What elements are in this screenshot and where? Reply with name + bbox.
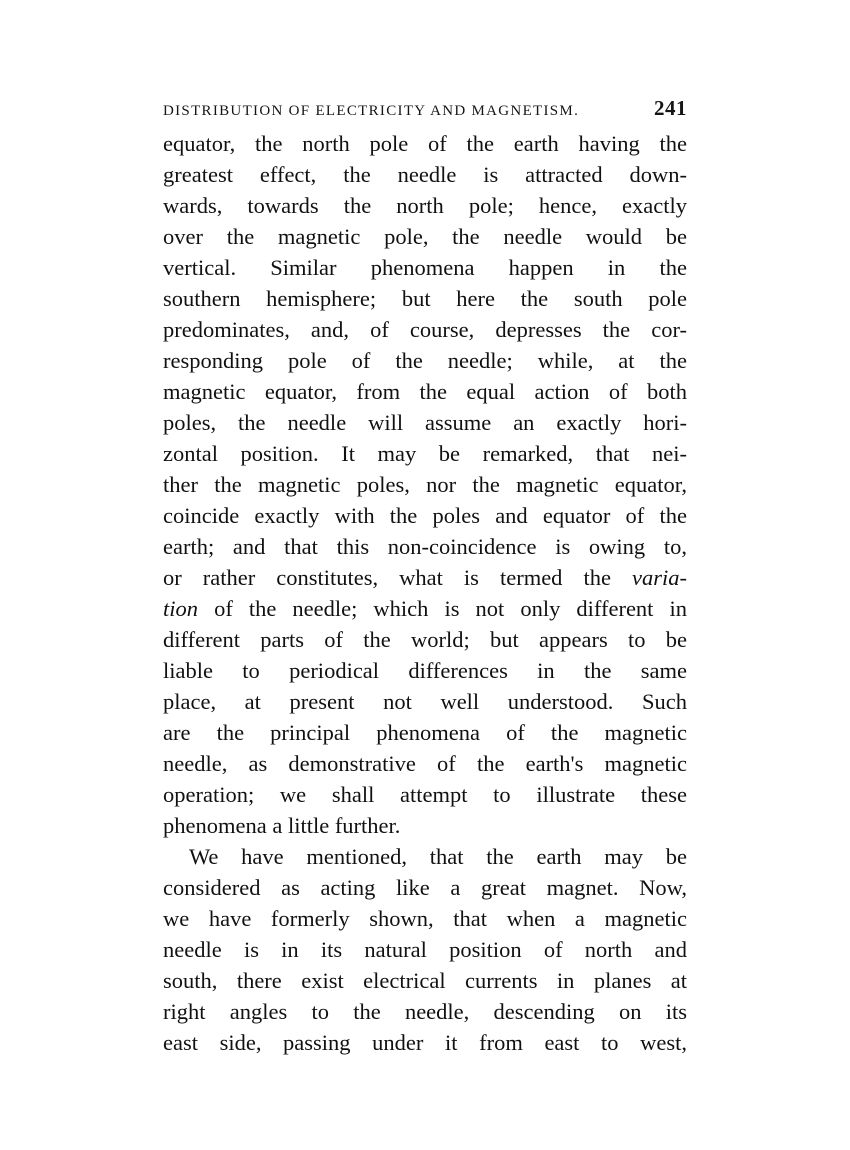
text-segment: or rather constitutes, what is termed the [163, 565, 611, 590]
text-line: wards, towards the north pole; hence, exactly [163, 193, 687, 218]
text-line: place, at present not well understood. Such [163, 689, 687, 714]
text-line: we have formerly shown, that when a magnetic [163, 906, 687, 931]
text-line: predominates, and, of course, depresses the cor- [163, 317, 687, 342]
text-line: south, there exist electrical currents in planes at [163, 968, 687, 993]
text-line: poles, the needle will assume an exactly hori- [163, 410, 687, 435]
body-text [163, 128, 687, 1058]
running-head-title: DISTRIBUTION OF ELECTRICITY AND MAGNETISM. [163, 103, 580, 119]
text-line: ther the magnetic poles, nor the magnetic equator, [163, 472, 687, 497]
text-line: considered as acting like a great magnet. Now, [163, 875, 687, 900]
text-line: responding pole of the needle; while, at the [163, 348, 687, 373]
text-segment: of the needle; which is not only different in [198, 596, 687, 621]
text-line: different parts of the world; but appears to be [163, 627, 687, 652]
page-number: 241 [654, 96, 687, 120]
text-line-with-italic [163, 593, 687, 624]
text-line: greatest effect, the needle is attracted down- [163, 162, 687, 187]
text-line: liable to periodical differences in the same [163, 658, 687, 683]
running-head [163, 96, 687, 118]
text-line: earth; and that this non-coincidence is owing to, [163, 534, 687, 559]
text-line: operation; we shall attempt to illustrate these [163, 782, 687, 807]
text-line: vertical. Similar phenomena happen in the [163, 255, 687, 280]
paragraph-end-line: phenomena a little further. [163, 813, 401, 838]
text-line: equator, the north pole of the earth having the [163, 131, 687, 156]
text-line: right angles to the needle, descending on its [163, 999, 687, 1024]
text-line: over the magnetic pole, the needle would be [163, 224, 687, 249]
text-line: are the principal phenomena of the magnetic [163, 720, 687, 745]
text-line: east side, passing under it from east to west, [163, 1030, 687, 1055]
text-line: zontal position. It may be remarked, that nei- [163, 441, 687, 466]
italic-term: varia- [632, 565, 687, 590]
text-line-with-italic [163, 562, 687, 593]
text-line: southern hemisphere; but here the south pole [163, 286, 687, 311]
italic-term: tion [163, 596, 199, 621]
text-line: magnetic equator, from the equal action of both [163, 379, 687, 404]
text-line: needle is in its natural position of north and [163, 937, 687, 962]
text-line: needle, as demonstrative of the earth's magnetic [163, 751, 687, 776]
text-line: coincide exactly with the poles and equator of the [163, 503, 687, 528]
paragraph-start-line: We have mentioned, that the earth may be [189, 844, 687, 869]
